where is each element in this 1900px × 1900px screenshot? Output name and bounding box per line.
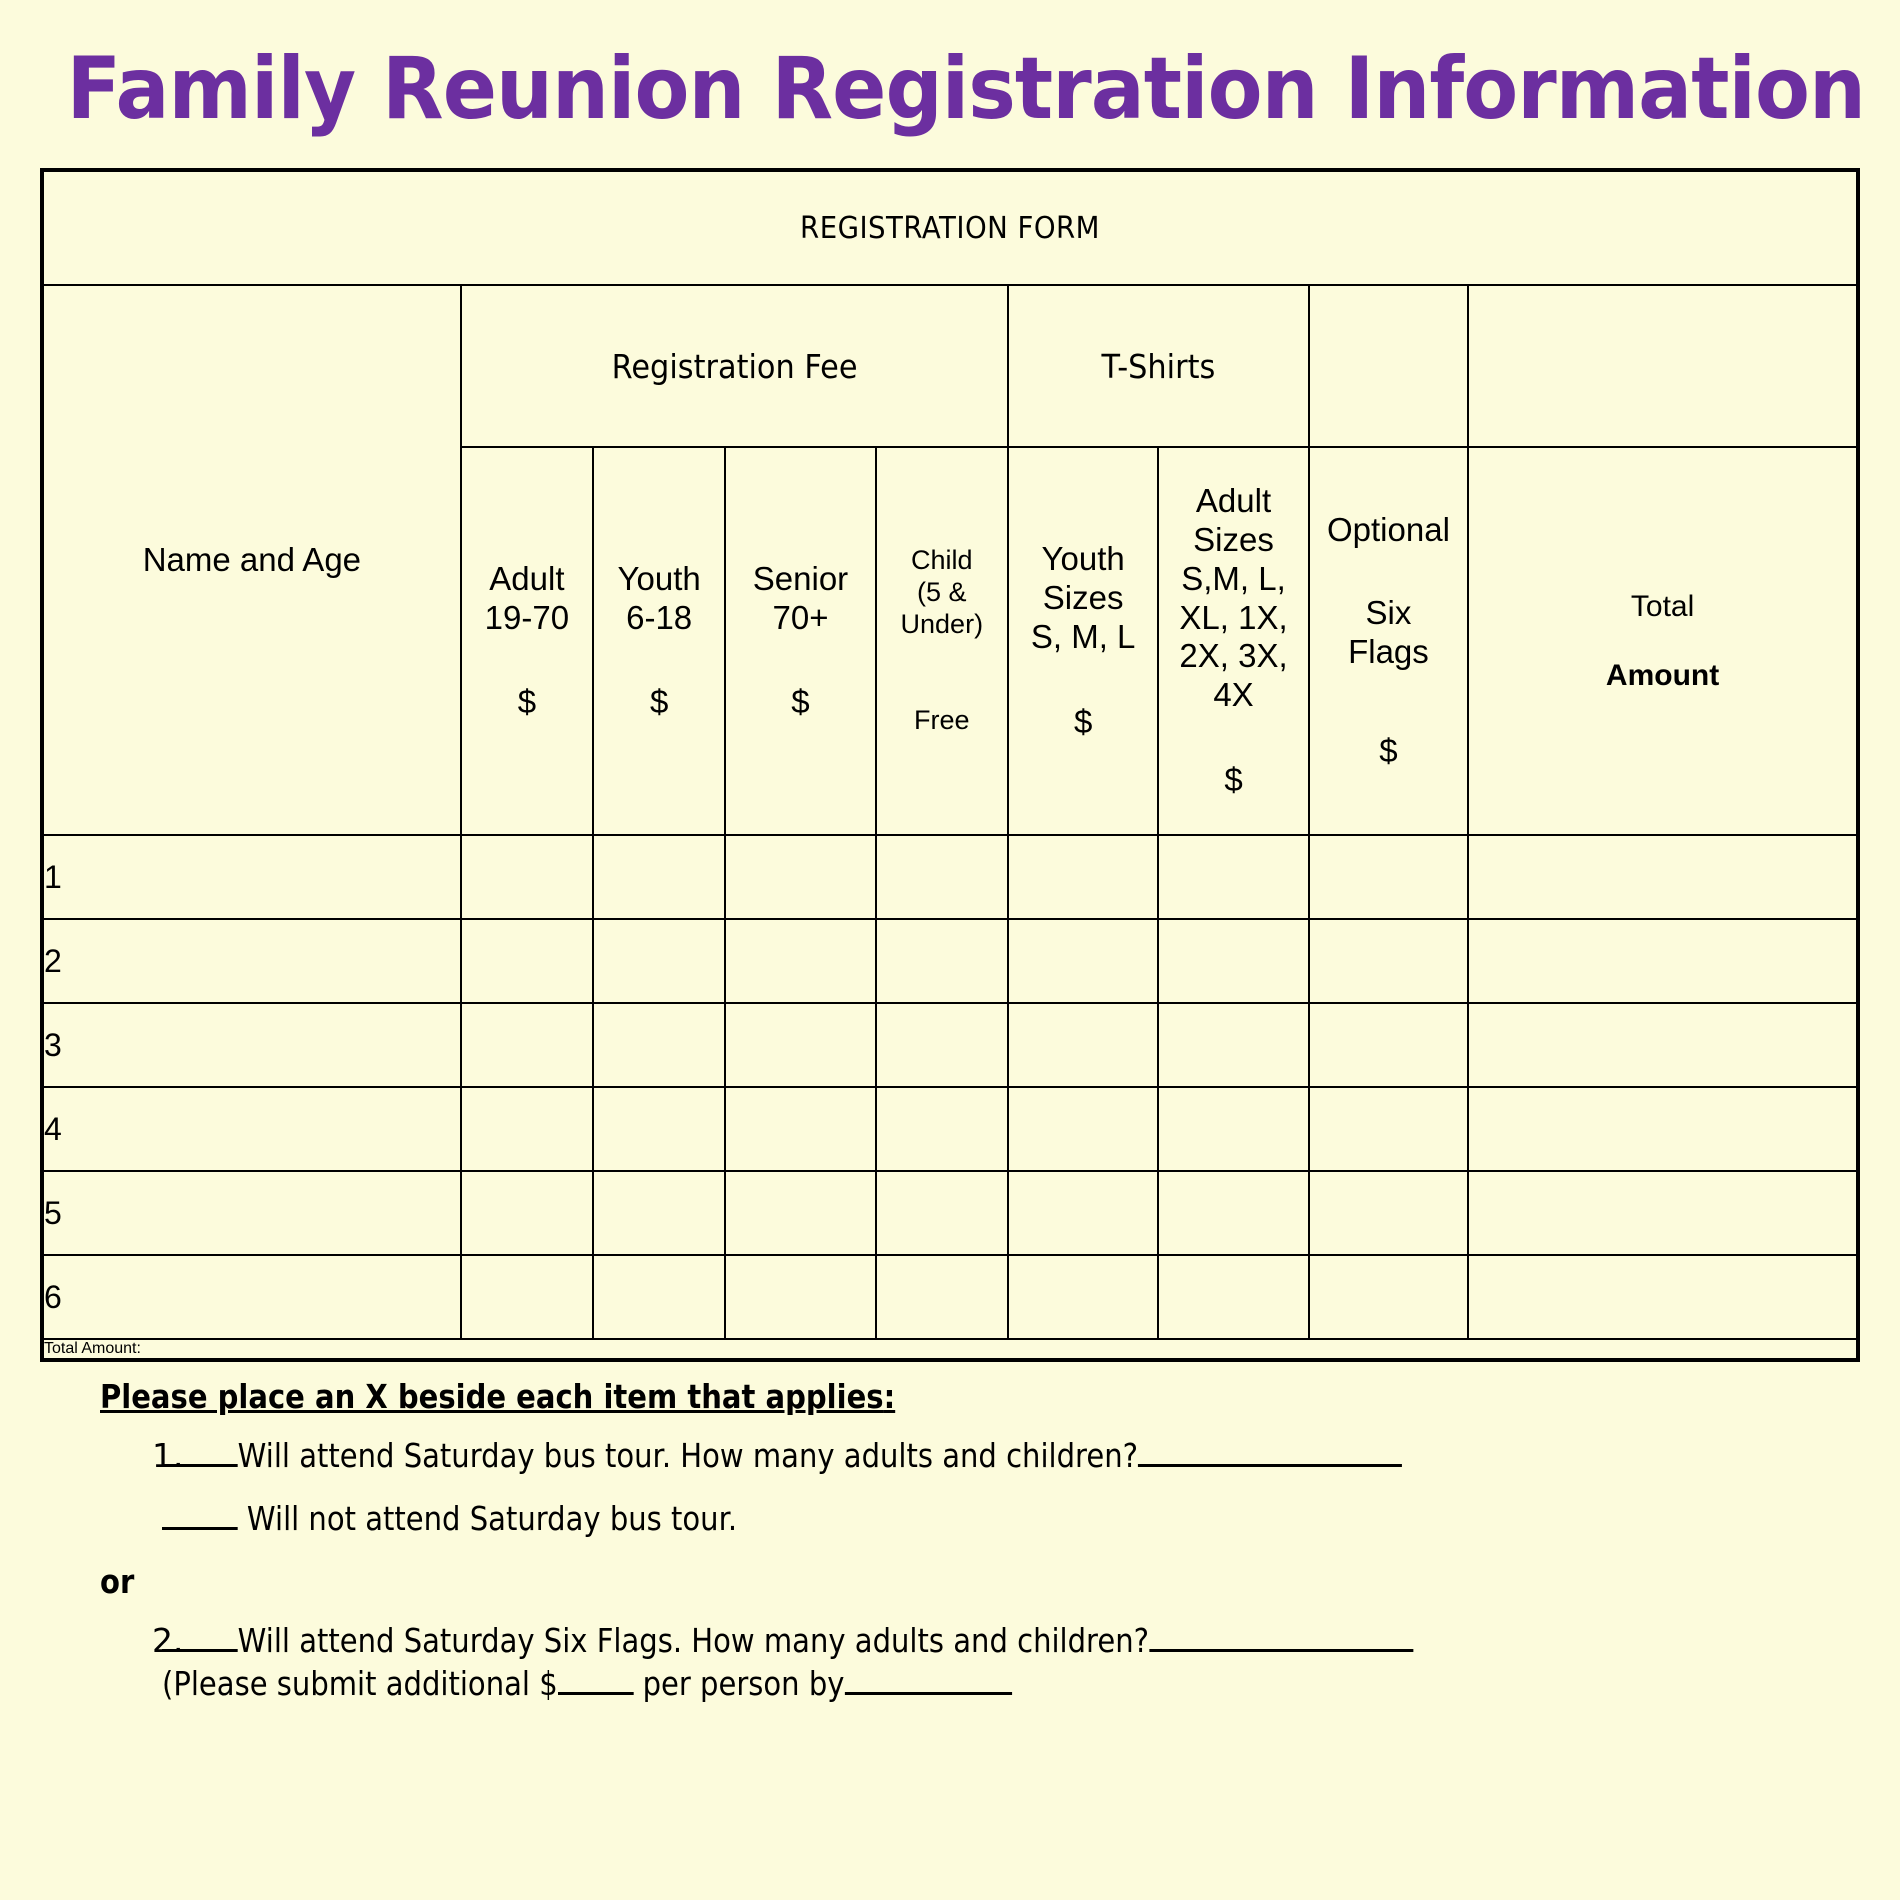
cell-youth-fee[interactable] xyxy=(593,835,725,919)
cell-six-flags[interactable] xyxy=(1309,835,1468,919)
footer-instructions xyxy=(0,1377,1900,1703)
cell-adult-sizes[interactable] xyxy=(1158,1255,1308,1339)
cell-youth-sizes[interactable] xyxy=(1008,1087,1158,1171)
footer-or-wrap xyxy=(100,1562,1900,1601)
cell-total-amount[interactable] xyxy=(1468,1255,1856,1339)
column-header-adult-sizes: Adult Sizes S,M, L, XL, 1X, 2X, 3X, 4X $ xyxy=(1158,447,1308,835)
group-header-t-shirts: T-Shirts xyxy=(1020,285,1297,447)
group-header-registration-fee: Registration Fee xyxy=(483,285,986,447)
footer-item-1b-text: Will not attend Saturday bus tour. xyxy=(246,1499,738,1538)
table-row[interactable] xyxy=(44,1003,1856,1087)
table-row[interactable] xyxy=(44,835,1856,919)
column-header-child-fee: Child (5 & Under) Free xyxy=(876,447,1008,835)
cell-senior-fee[interactable] xyxy=(725,1255,875,1339)
footer-item-1 xyxy=(100,1436,1900,1475)
column-header-name-and-age: Name and Age xyxy=(44,285,461,835)
form-title-row xyxy=(44,172,1856,285)
footer-heading-text: Please place an X beside each item that applies xyxy=(100,1377,884,1416)
footer-item-2-note xyxy=(100,1664,1900,1703)
footer-item-2 xyxy=(100,1621,1900,1660)
column-header-youth-sizes: Youth Sizes S, M, L $ xyxy=(1008,447,1158,835)
row-number: 3 xyxy=(44,1003,461,1087)
cell-youth-sizes[interactable] xyxy=(1008,1255,1158,1339)
cell-adult-sizes[interactable] xyxy=(1158,835,1308,919)
blank-line-x-1[interactable] xyxy=(162,1464,238,1467)
column-header-optional-six-flags: Optional Six Flags $ xyxy=(1309,447,1468,835)
cell-child-fee[interactable] xyxy=(876,1255,1008,1339)
cell-adult-sizes[interactable] xyxy=(1158,919,1308,1003)
footer-note-prefix: (Please submit additional $ xyxy=(162,1664,558,1703)
footer-item-2-note-line xyxy=(162,1664,1012,1703)
cell-six-flags[interactable] xyxy=(1309,1255,1468,1339)
total-amount-row xyxy=(44,1339,1856,1358)
cell-total-amount[interactable] xyxy=(1468,1003,1856,1087)
table-row[interactable] xyxy=(44,1171,1856,1255)
cell-adult-fee[interactable] xyxy=(461,1255,593,1339)
cell-child-fee[interactable] xyxy=(876,835,1008,919)
group-header-total-spacer xyxy=(1484,285,1841,447)
cell-six-flags[interactable] xyxy=(1309,1171,1468,1255)
cell-total-amount[interactable] xyxy=(1468,1087,1856,1171)
table-row[interactable] xyxy=(44,919,1856,1003)
cell-six-flags[interactable] xyxy=(1309,919,1468,1003)
footer-item-2-text: Will attend Saturday Six Flags. How many adults and children? xyxy=(237,1621,1150,1660)
cell-youth-fee[interactable] xyxy=(593,1255,725,1339)
blank-line-count-1[interactable] xyxy=(1138,1464,1402,1467)
cell-six-flags[interactable] xyxy=(1309,1003,1468,1087)
cell-total-amount[interactable] xyxy=(1468,919,1856,1003)
cell-senior-fee[interactable] xyxy=(725,1087,875,1171)
cell-adult-fee[interactable] xyxy=(461,1003,593,1087)
registration-table xyxy=(44,172,1856,1358)
column-header-total-amount: Total Amount xyxy=(1468,447,1856,835)
footer-item-1b-line xyxy=(162,1499,738,1538)
footer-item-2-number: 2. xyxy=(152,1621,184,1660)
cell-youth-fee[interactable] xyxy=(593,1003,725,1087)
column-header-youth-fee: Youth 6-18 $ xyxy=(593,447,725,835)
row-number: 6 xyxy=(44,1255,461,1339)
form-title: REGISTRATION FORM xyxy=(116,172,1783,285)
blank-line-amount[interactable] xyxy=(558,1692,634,1695)
cell-adult-fee[interactable] xyxy=(461,919,593,1003)
footer-heading-colon: : xyxy=(883,1377,896,1416)
cell-senior-fee[interactable] xyxy=(725,1171,875,1255)
cell-youth-sizes[interactable] xyxy=(1008,1003,1158,1087)
cell-adult-sizes[interactable] xyxy=(1158,1087,1308,1171)
column-header-senior-fee: Senior 70+ $ xyxy=(725,447,875,835)
cell-youth-fee[interactable] xyxy=(593,1171,725,1255)
footer-heading xyxy=(100,1377,896,1416)
cell-youth-sizes[interactable] xyxy=(1008,919,1158,1003)
footer-item-1-number: 1. xyxy=(152,1436,184,1475)
cell-adult-fee[interactable] xyxy=(461,1087,593,1171)
group-header-row xyxy=(44,285,1856,447)
cell-senior-fee[interactable] xyxy=(725,835,875,919)
blank-line-x-2[interactable] xyxy=(162,1649,238,1652)
row-number: 4 xyxy=(44,1087,461,1171)
registration-table-container xyxy=(40,168,1860,1362)
footer-note-middle: per person by xyxy=(633,1664,845,1703)
row-number: 5 xyxy=(44,1171,461,1255)
cell-six-flags[interactable] xyxy=(1309,1087,1468,1171)
cell-child-fee[interactable] xyxy=(876,1171,1008,1255)
cell-youth-fee[interactable] xyxy=(593,1087,725,1171)
footer-heading-wrap xyxy=(100,1377,1900,1416)
blank-line-x-1b[interactable] xyxy=(162,1527,238,1530)
footer-item-2-line xyxy=(162,1621,1413,1660)
cell-youth-sizes[interactable] xyxy=(1008,1171,1158,1255)
footer-item-1-text: Will attend Saturday bus tour. How many adults and children? xyxy=(237,1436,1139,1475)
cell-senior-fee[interactable] xyxy=(725,1003,875,1087)
footer-or: or xyxy=(100,1562,135,1601)
cell-senior-fee[interactable] xyxy=(725,919,875,1003)
cell-child-fee[interactable] xyxy=(876,1003,1008,1087)
blank-line-date[interactable] xyxy=(844,1692,1011,1695)
page-title: Family Reunion Registration Information xyxy=(66,39,1866,139)
cell-adult-sizes[interactable] xyxy=(1158,1171,1308,1255)
footer-item-1-line xyxy=(162,1436,1402,1475)
table-row[interactable] xyxy=(44,1087,1856,1171)
group-header-six-flags-spacer xyxy=(1315,285,1462,447)
cell-total-amount[interactable] xyxy=(1468,1171,1856,1255)
cell-total-amount[interactable] xyxy=(1468,835,1856,919)
cell-adult-fee[interactable] xyxy=(461,1171,593,1255)
cell-child-fee[interactable] xyxy=(876,1087,1008,1171)
row-number: 2 xyxy=(44,919,461,1003)
row-number: 1 xyxy=(44,835,461,919)
cell-adult-sizes[interactable] xyxy=(1158,1003,1308,1087)
blank-line-count-2[interactable] xyxy=(1149,1649,1413,1652)
cell-adult-fee[interactable] xyxy=(461,835,593,919)
column-header-adult-fee: Adult 19-70 $ xyxy=(461,447,593,835)
cell-child-fee[interactable] xyxy=(876,919,1008,1003)
total-amount-label: Total Amount: xyxy=(44,1339,1856,1358)
cell-youth-sizes[interactable] xyxy=(1008,835,1158,919)
footer-item-1b xyxy=(100,1499,1900,1538)
table-row[interactable] xyxy=(44,1255,1856,1339)
cell-youth-fee[interactable] xyxy=(593,919,725,1003)
